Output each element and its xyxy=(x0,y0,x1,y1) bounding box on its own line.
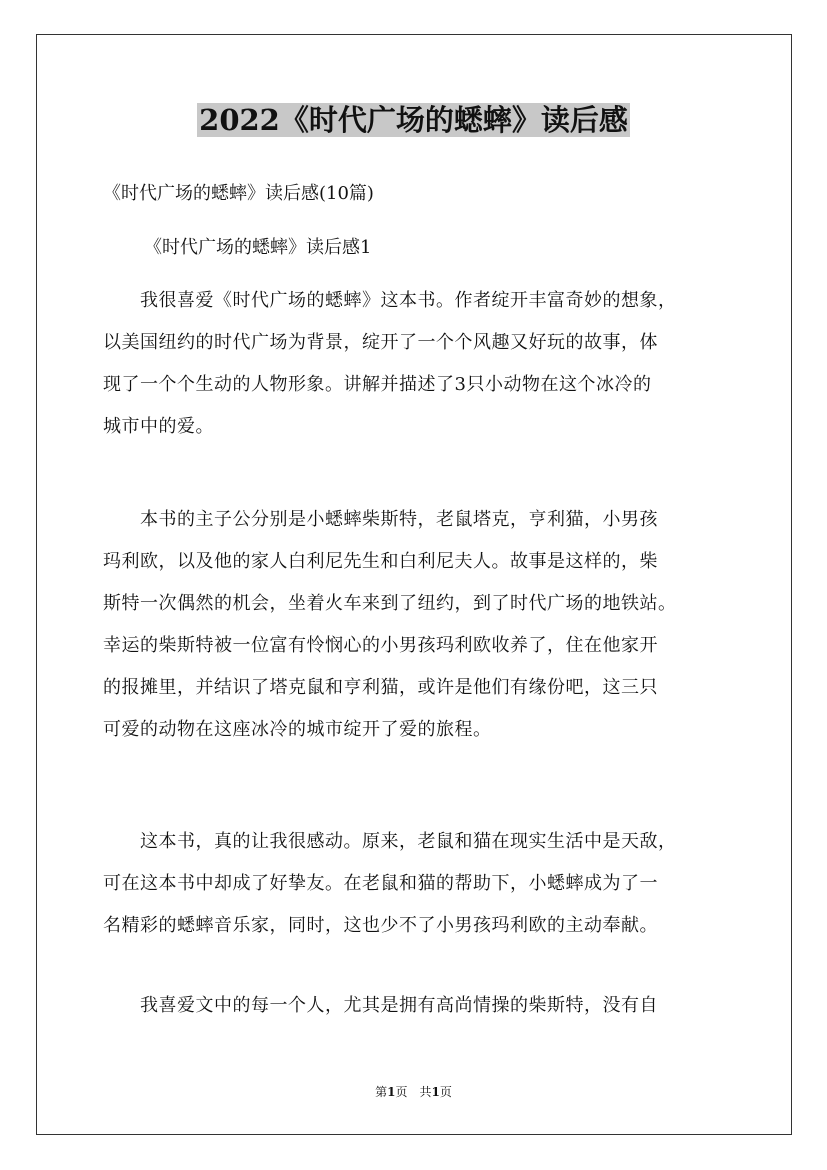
paragraph-line: 可在这本书中却成了好挚友。在老鼠和猫的帮助下，小蟋蟀成为了一 xyxy=(103,873,658,894)
paragraph-line: 幸运的柴斯特被一位富有怜悯心的小男孩玛利欧收养了，住在他家开 xyxy=(103,635,658,656)
paragraph-4 xyxy=(103,985,739,1027)
footer-page-suffix: 页 xyxy=(439,1085,452,1099)
paragraph-line: 这本书，真的让我很感动。原来，老鼠和猫在现实生活中是天敌， xyxy=(103,831,677,852)
document-subtitle: 《时代广场的蟋蟀》读后感(10篇) xyxy=(103,183,374,204)
paragraph-line: 现了一个个生动的人物形象。讲解并描述了3只小动物在这个冰冷的 xyxy=(103,374,652,395)
document-title xyxy=(0,98,827,142)
page-footer xyxy=(0,1082,827,1102)
paragraph-line: 城市中的爱。 xyxy=(103,416,214,437)
footer-page-current: 1 xyxy=(387,1085,396,1099)
paragraph-line: 斯特一次偶然的机会，坐着火车来到了纽约，到了时代广场的地铁站。 xyxy=(103,593,677,614)
paragraph-line: 本书的主子公分别是小蟋蟀柴斯特，老鼠塔克，亨利猫，小男孩 xyxy=(103,509,658,530)
paragraph-line: 我喜爱文中的每一个人，尤其是拥有高尚情操的柴斯特，没有自 xyxy=(103,995,658,1016)
paragraph-line: 的报摊里，并结识了塔克鼠和亨利猫，或许是他们有缘份吧，这三只 xyxy=(103,677,658,698)
footer-page-prefix: 第 xyxy=(375,1085,388,1099)
paragraph-line: 以美国纽约的时代广场为背景，绽开了一个个风趣又好玩的故事，体 xyxy=(103,332,658,353)
paragraph-2 xyxy=(103,499,739,751)
paragraph-line: 可爱的动物在这座冰冷的城市绽开了爱的旅程。 xyxy=(103,719,492,740)
paragraph-line: 玛利欧，以及他的家人白利尼先生和白利尼夫人。故事是这样的，柴 xyxy=(103,551,658,572)
paragraph-1 xyxy=(103,280,739,448)
paragraph-3 xyxy=(103,821,739,947)
paragraph-line: 名精彩的蟋蟀音乐家，同时，这也少不了小男孩玛利欧的主动奉献。 xyxy=(103,915,658,936)
paragraph-line: 我很喜爱《时代广场的蟋蟀》这本书。作者绽开丰富奇妙的想象， xyxy=(103,290,677,311)
footer-page-total: 1 xyxy=(431,1085,440,1099)
document-title-text: 2022《时代广场的蟋蟀》读后感 xyxy=(199,103,628,137)
section-heading: 《时代广场的蟋蟀》读后感1 xyxy=(144,237,372,258)
footer-page-mid: 页 共 xyxy=(395,1085,432,1099)
